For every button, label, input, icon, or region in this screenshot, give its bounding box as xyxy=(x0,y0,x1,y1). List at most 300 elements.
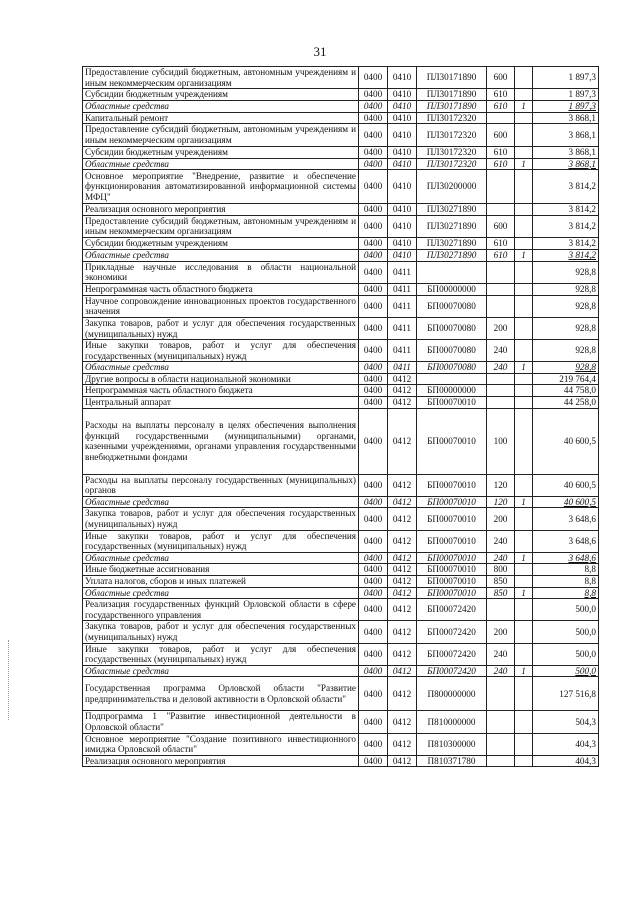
table-row xyxy=(83,261,599,283)
target-article-code: ПЛ30171890 xyxy=(417,89,487,101)
row-name: Центральный аппарат xyxy=(83,397,359,409)
row-name: Закупка товаров, работ и услуг для обеспечения государственных (муниципальных) нужд xyxy=(83,508,359,530)
section-code: 0400 xyxy=(359,621,388,643)
expense-type-code xyxy=(487,711,515,733)
table-row xyxy=(83,295,599,317)
section-code: 0400 xyxy=(359,112,388,124)
section-code: 0400 xyxy=(359,643,388,665)
page-number: 31 xyxy=(313,44,327,59)
subsection-code: 0412 xyxy=(388,564,417,576)
funding-source-code xyxy=(515,89,533,101)
row-name: Предоставление субсидий бюджетным, автономным учреждениям и иным некоммерческим организациям xyxy=(83,215,359,237)
section-code: 0400 xyxy=(359,362,388,374)
table-row xyxy=(83,587,599,599)
amount: 3 648,6 xyxy=(533,508,599,530)
expense-type-code xyxy=(487,755,515,767)
expense-type-code xyxy=(487,170,515,204)
amount: 219 764,4 xyxy=(533,373,599,385)
expense-type-code: 800 xyxy=(487,564,515,576)
target-article-code: БП00070080 xyxy=(417,317,487,339)
expense-type-code: 610 xyxy=(487,237,515,249)
subsection-code: 0411 xyxy=(388,261,417,283)
table-row xyxy=(83,317,599,339)
subsection-code: 0412 xyxy=(388,711,417,733)
row-name: Закупка товаров, работ и услуг для обеспечения государственных (муниципальных) нужд xyxy=(83,317,359,339)
row-name: Областные средства xyxy=(83,101,359,113)
table-row xyxy=(83,340,599,362)
row-name: Закупка товаров, работ и услуг для обеспечения государственных (муниципальных) нужд xyxy=(83,621,359,643)
target-article-code: ПЛ30271890 xyxy=(417,249,487,261)
amount: 500,0 xyxy=(533,621,599,643)
expense-type-code: 850 xyxy=(487,576,515,588)
expense-type-code: 120 xyxy=(487,474,515,496)
row-name: Областные средства xyxy=(83,362,359,374)
subsection-code: 0410 xyxy=(388,170,417,204)
target-article-code: БП00072420 xyxy=(417,621,487,643)
amount: 928,8 xyxy=(533,317,599,339)
amount: 3 868,1 xyxy=(533,124,599,146)
expense-type-code xyxy=(487,204,515,216)
amount: 3 868,1 xyxy=(533,158,599,170)
row-name: Основное мероприятие "Внедрение, развитие и обеспечение функционирования автоматизированной информационной системы МФЦ" xyxy=(83,170,359,204)
table-row xyxy=(83,204,599,216)
expense-type-code xyxy=(487,283,515,295)
table-row xyxy=(83,373,599,385)
funding-source-code xyxy=(515,474,533,496)
subsection-code: 0411 xyxy=(388,295,417,317)
row-name: Областные средства xyxy=(83,587,359,599)
table-row xyxy=(83,643,599,665)
section-code: 0400 xyxy=(359,204,388,216)
expense-type-code: 600 xyxy=(487,67,515,89)
funding-source-code: 1 xyxy=(515,362,533,374)
section-code: 0400 xyxy=(359,101,388,113)
row-name: Прикладные научные исследования в области национальной экономики xyxy=(83,261,359,283)
funding-source-code xyxy=(515,576,533,588)
table-row xyxy=(83,362,599,374)
funding-source-code xyxy=(515,530,533,552)
amount: 44 258,0 xyxy=(533,397,599,409)
expense-type-code: 600 xyxy=(487,215,515,237)
table-row xyxy=(83,124,599,146)
amount: 500,0 xyxy=(533,599,599,621)
table-row xyxy=(83,158,599,170)
row-name: Областные средства xyxy=(83,665,359,677)
target-article-code: БП00070080 xyxy=(417,295,487,317)
target-article-code: ПЛ30172320 xyxy=(417,124,487,146)
table-row xyxy=(83,508,599,530)
row-name: Реализация основного мероприятия xyxy=(83,204,359,216)
section-code: 0400 xyxy=(359,261,388,283)
table-row xyxy=(83,576,599,588)
funding-source-code xyxy=(515,599,533,621)
expense-type-code: 240 xyxy=(487,362,515,374)
amount: 404,3 xyxy=(533,733,599,755)
target-article-code: П810000000 xyxy=(417,711,487,733)
amount: 1 897,3 xyxy=(533,101,599,113)
subsection-code: 0412 xyxy=(388,677,417,711)
amount: 3 814,2 xyxy=(533,204,599,216)
expense-type-code: 610 xyxy=(487,101,515,113)
subsection-code: 0410 xyxy=(388,249,417,261)
subsection-code: 0412 xyxy=(388,599,417,621)
target-article-code: БП00070010 xyxy=(417,474,487,496)
amount: 3 868,1 xyxy=(533,146,599,158)
amount: 1 897,3 xyxy=(533,67,599,89)
funding-source-code xyxy=(515,237,533,249)
table-row xyxy=(83,711,599,733)
target-article-code: БП00072420 xyxy=(417,643,487,665)
row-name: Областные средства xyxy=(83,249,359,261)
section-code: 0400 xyxy=(359,67,388,89)
funding-source-code: 1 xyxy=(515,249,533,261)
section-code: 0400 xyxy=(359,158,388,170)
row-name: Уплата налогов, сборов и иных платежей xyxy=(83,576,359,588)
funding-source-code: 1 xyxy=(515,552,533,564)
funding-source-code xyxy=(515,340,533,362)
expense-type-code xyxy=(487,373,515,385)
section-code: 0400 xyxy=(359,89,388,101)
table-row xyxy=(83,385,599,397)
section-code: 0400 xyxy=(359,474,388,496)
table-row xyxy=(83,496,599,508)
table-row xyxy=(83,665,599,677)
target-article-code: БП00070010 xyxy=(417,587,487,599)
section-code: 0400 xyxy=(359,755,388,767)
funding-source-code: 1 xyxy=(515,496,533,508)
target-article-code: БП00070010 xyxy=(417,564,487,576)
funding-source-code xyxy=(515,283,533,295)
row-name: Областные средства xyxy=(83,496,359,508)
target-article-code: БП00070080 xyxy=(417,340,487,362)
table-row xyxy=(83,397,599,409)
row-name: Областные средства xyxy=(83,158,359,170)
expense-type-code xyxy=(487,261,515,283)
expense-type-code xyxy=(487,385,515,397)
amount: 8,8 xyxy=(533,576,599,588)
row-name: Субсидии бюджетным учреждениям xyxy=(83,146,359,158)
target-article-code: ПЛ30271890 xyxy=(417,237,487,249)
target-article-code: БП00072420 xyxy=(417,599,487,621)
expense-type-code xyxy=(487,733,515,755)
section-code: 0400 xyxy=(359,249,388,261)
amount: 40 600,5 xyxy=(533,474,599,496)
amount: 3 814,2 xyxy=(533,215,599,237)
subsection-code: 0410 xyxy=(388,237,417,249)
budget-table xyxy=(82,66,599,767)
subsection-code: 0411 xyxy=(388,283,417,295)
section-code: 0400 xyxy=(359,711,388,733)
section-code: 0400 xyxy=(359,599,388,621)
funding-source-code xyxy=(515,373,533,385)
amount: 127 516,8 xyxy=(533,677,599,711)
table-row xyxy=(83,677,599,711)
subsection-code: 0410 xyxy=(388,146,417,158)
section-code: 0400 xyxy=(359,146,388,158)
table-row xyxy=(83,89,599,101)
section-code: 0400 xyxy=(359,317,388,339)
row-name: Иные бюджетные ассигнования xyxy=(83,564,359,576)
amount: 3 648,6 xyxy=(533,552,599,564)
funding-source-code xyxy=(515,677,533,711)
target-article-code: БП00070010 xyxy=(417,576,487,588)
row-name: Другие вопросы в области национальной экономики xyxy=(83,373,359,385)
row-name: Иные закупки товаров, работ и услуг для обеспечения государственных (муниципальных) нужд xyxy=(83,530,359,552)
amount: 500,0 xyxy=(533,643,599,665)
section-code: 0400 xyxy=(359,408,388,474)
expense-type-code: 240 xyxy=(487,530,515,552)
section-code: 0400 xyxy=(359,295,388,317)
amount: 3 648,6 xyxy=(533,530,599,552)
subsection-code: 0411 xyxy=(388,317,417,339)
subsection-code: 0412 xyxy=(388,587,417,599)
section-code: 0400 xyxy=(359,677,388,711)
section-code: 0400 xyxy=(359,397,388,409)
table-row xyxy=(83,101,599,113)
amount: 3 868,1 xyxy=(533,112,599,124)
subsection-code: 0412 xyxy=(388,508,417,530)
expense-type-code: 240 xyxy=(487,665,515,677)
funding-source-code xyxy=(515,643,533,665)
section-code: 0400 xyxy=(359,530,388,552)
row-name: Предоставление субсидий бюджетным, автономным учреждениям и иным некоммерческим организациям xyxy=(83,124,359,146)
amount: 40 600,5 xyxy=(533,408,599,474)
row-name: Предоставление субсидий бюджетным, автономным учреждениям и иным некоммерческим организациям xyxy=(83,67,359,89)
expense-type-code: 240 xyxy=(487,340,515,362)
amount: 3 814,2 xyxy=(533,237,599,249)
expense-type-code: 610 xyxy=(487,158,515,170)
expense-type-code: 240 xyxy=(487,552,515,564)
target-article-code: ПЛ30171890 xyxy=(417,101,487,113)
row-name: Расходы на выплаты персоналу государственных (муниципальных) органов xyxy=(83,474,359,496)
target-article-code: БП00000000 xyxy=(417,283,487,295)
expense-type-code: 240 xyxy=(487,643,515,665)
subsection-code: 0412 xyxy=(388,385,417,397)
funding-source-code: 1 xyxy=(515,101,533,113)
expense-type-code: 120 xyxy=(487,496,515,508)
target-article-code: БП00070010 xyxy=(417,408,487,474)
amount: 8,8 xyxy=(533,564,599,576)
subsection-code: 0412 xyxy=(388,576,417,588)
section-code: 0400 xyxy=(359,552,388,564)
target-article-code: БП00070010 xyxy=(417,496,487,508)
amount: 500,0 xyxy=(533,665,599,677)
expense-type-code: 200 xyxy=(487,621,515,643)
target-article-code: БП00070010 xyxy=(417,508,487,530)
row-name: Основное мероприятие "Создание позитивного инвестиционного имиджа Орловской области" xyxy=(83,733,359,755)
row-name: Иные закупки товаров, работ и услуг для обеспечения государственных (муниципальных) нужд xyxy=(83,340,359,362)
target-article-code: ПЛ30171890 xyxy=(417,67,487,89)
row-name: Реализация основного мероприятия xyxy=(83,755,359,767)
table-row xyxy=(83,530,599,552)
funding-source-code xyxy=(515,112,533,124)
funding-source-code xyxy=(515,385,533,397)
subsection-code: 0412 xyxy=(388,408,417,474)
target-article-code: ПЛ30172320 xyxy=(417,112,487,124)
row-name: Субсидии бюджетным учреждениям xyxy=(83,89,359,101)
row-name: Капитальный ремонт xyxy=(83,112,359,124)
table-row xyxy=(83,170,599,204)
amount: 404,3 xyxy=(533,755,599,767)
subsection-code: 0412 xyxy=(388,373,417,385)
funding-source-code xyxy=(515,67,533,89)
row-name: Научное сопровождение инновационных проектов государственного значения xyxy=(83,295,359,317)
subsection-code: 0412 xyxy=(388,643,417,665)
funding-source-code xyxy=(515,755,533,767)
funding-source-code: 1 xyxy=(515,158,533,170)
funding-source-code xyxy=(515,215,533,237)
expense-type-code: 600 xyxy=(487,124,515,146)
amount: 928,8 xyxy=(533,261,599,283)
funding-source-code xyxy=(515,408,533,474)
table-row xyxy=(83,599,599,621)
expense-type-code xyxy=(487,677,515,711)
section-code: 0400 xyxy=(359,283,388,295)
amount: 44 758,0 xyxy=(533,385,599,397)
section-code: 0400 xyxy=(359,340,388,362)
expense-type-code xyxy=(487,397,515,409)
target-article-code: П810371780 xyxy=(417,755,487,767)
target-article-code: ПЛ30271890 xyxy=(417,204,487,216)
amount: 1 897,3 xyxy=(533,89,599,101)
expense-type-code: 610 xyxy=(487,146,515,158)
subsection-code: 0410 xyxy=(388,89,417,101)
subsection-code: 0412 xyxy=(388,665,417,677)
funding-source-code xyxy=(515,733,533,755)
subsection-code: 0411 xyxy=(388,340,417,362)
subsection-code: 0412 xyxy=(388,552,417,564)
amount: 928,8 xyxy=(533,283,599,295)
table-row xyxy=(83,215,599,237)
funding-source-code: 1 xyxy=(515,665,533,677)
section-code: 0400 xyxy=(359,496,388,508)
subsection-code: 0410 xyxy=(388,112,417,124)
expense-type-code: 100 xyxy=(487,408,515,474)
amount: 928,8 xyxy=(533,340,599,362)
table-row xyxy=(83,249,599,261)
section-code: 0400 xyxy=(359,733,388,755)
row-name: Областные средства xyxy=(83,552,359,564)
target-article-code: ПЛ30172320 xyxy=(417,146,487,158)
funding-source-code: 1 xyxy=(515,587,533,599)
funding-source-code xyxy=(515,711,533,733)
target-article-code: П810300000 xyxy=(417,733,487,755)
funding-source-code xyxy=(515,621,533,643)
table-row xyxy=(83,283,599,295)
row-name: Иные закупки товаров, работ и услуг для обеспечения государственных (муниципальных) нужд xyxy=(83,643,359,665)
row-name: Подпрограмма 1 "Развитие инвестиционной деятельности в Орловской области" xyxy=(83,711,359,733)
row-name: Непрограммная часть областного бюджета xyxy=(83,283,359,295)
section-code: 0400 xyxy=(359,587,388,599)
expense-type-code xyxy=(487,112,515,124)
section-code: 0400 xyxy=(359,215,388,237)
funding-source-code xyxy=(515,508,533,530)
table-row xyxy=(83,552,599,564)
table-row xyxy=(83,621,599,643)
section-code: 0400 xyxy=(359,508,388,530)
table-row xyxy=(83,474,599,496)
subsection-code: 0412 xyxy=(388,530,417,552)
subsection-code: 0410 xyxy=(388,124,417,146)
subsection-code: 0410 xyxy=(388,101,417,113)
subsection-code: 0410 xyxy=(388,215,417,237)
amount: 8,8 xyxy=(533,587,599,599)
expense-type-code: 200 xyxy=(487,508,515,530)
table-row xyxy=(83,755,599,767)
target-article-code: БП00072420 xyxy=(417,665,487,677)
subsection-code: 0412 xyxy=(388,755,417,767)
expense-type-code: 850 xyxy=(487,587,515,599)
table-row xyxy=(83,146,599,158)
target-article-code: ПЛ30200000 xyxy=(417,170,487,204)
table-row xyxy=(83,67,599,89)
target-article-code: БП00070010 xyxy=(417,397,487,409)
funding-source-code xyxy=(515,170,533,204)
target-article-code: БП00070010 xyxy=(417,530,487,552)
amount: 504,3 xyxy=(533,711,599,733)
subsection-code: 0412 xyxy=(388,733,417,755)
section-code: 0400 xyxy=(359,665,388,677)
table-row xyxy=(83,564,599,576)
funding-source-code xyxy=(515,397,533,409)
section-code: 0400 xyxy=(359,576,388,588)
section-code: 0400 xyxy=(359,170,388,204)
table-row xyxy=(83,237,599,249)
margin-marks xyxy=(8,640,15,720)
subsection-code: 0412 xyxy=(388,496,417,508)
funding-source-code xyxy=(515,317,533,339)
row-name: Реализация государственных функций Орловской области в сфере государственного управления xyxy=(83,599,359,621)
subsection-code: 0410 xyxy=(388,67,417,89)
amount: 3 814,2 xyxy=(533,170,599,204)
row-name: Государственная программа Орловской области "Развитие предпринимательства и деловой активности в Орловской области" xyxy=(83,677,359,711)
subsection-code: 0412 xyxy=(388,621,417,643)
target-article-code xyxy=(417,261,487,283)
subsection-code: 0412 xyxy=(388,397,417,409)
target-article-code: ПЛ30271890 xyxy=(417,215,487,237)
table-row xyxy=(83,408,599,474)
target-article-code: П800000000 xyxy=(417,677,487,711)
amount: 40 600,5 xyxy=(533,496,599,508)
funding-source-code xyxy=(515,146,533,158)
funding-source-code xyxy=(515,124,533,146)
target-article-code: БП00000000 xyxy=(417,385,487,397)
row-name: Субсидии бюджетным учреждениям xyxy=(83,237,359,249)
expense-type-code: 610 xyxy=(487,89,515,101)
expense-type-code: 200 xyxy=(487,317,515,339)
section-code: 0400 xyxy=(359,385,388,397)
subsection-code: 0410 xyxy=(388,204,417,216)
amount: 928,8 xyxy=(533,362,599,374)
row-name: Расходы на выплаты персоналу в целях обеспечения выполнения функций государственными (муниципальными) органами, казенными учреждениями, органами управления государственными внебюджетными фондами xyxy=(83,408,359,474)
row-name: Непрограммная часть областного бюджета xyxy=(83,385,359,397)
funding-source-code xyxy=(515,204,533,216)
target-article-code: БП00070080 xyxy=(417,362,487,374)
expense-type-code: 610 xyxy=(487,249,515,261)
table-body xyxy=(83,67,599,767)
section-code: 0400 xyxy=(359,564,388,576)
subsection-code: 0410 xyxy=(388,158,417,170)
funding-source-code xyxy=(515,295,533,317)
subsection-code: 0412 xyxy=(388,474,417,496)
amount: 928,8 xyxy=(533,295,599,317)
funding-source-code xyxy=(515,564,533,576)
target-article-code xyxy=(417,373,487,385)
section-code: 0400 xyxy=(359,237,388,249)
target-article-code: ПЛ30172320 xyxy=(417,158,487,170)
table-row xyxy=(83,112,599,124)
subsection-code: 0411 xyxy=(388,362,417,374)
